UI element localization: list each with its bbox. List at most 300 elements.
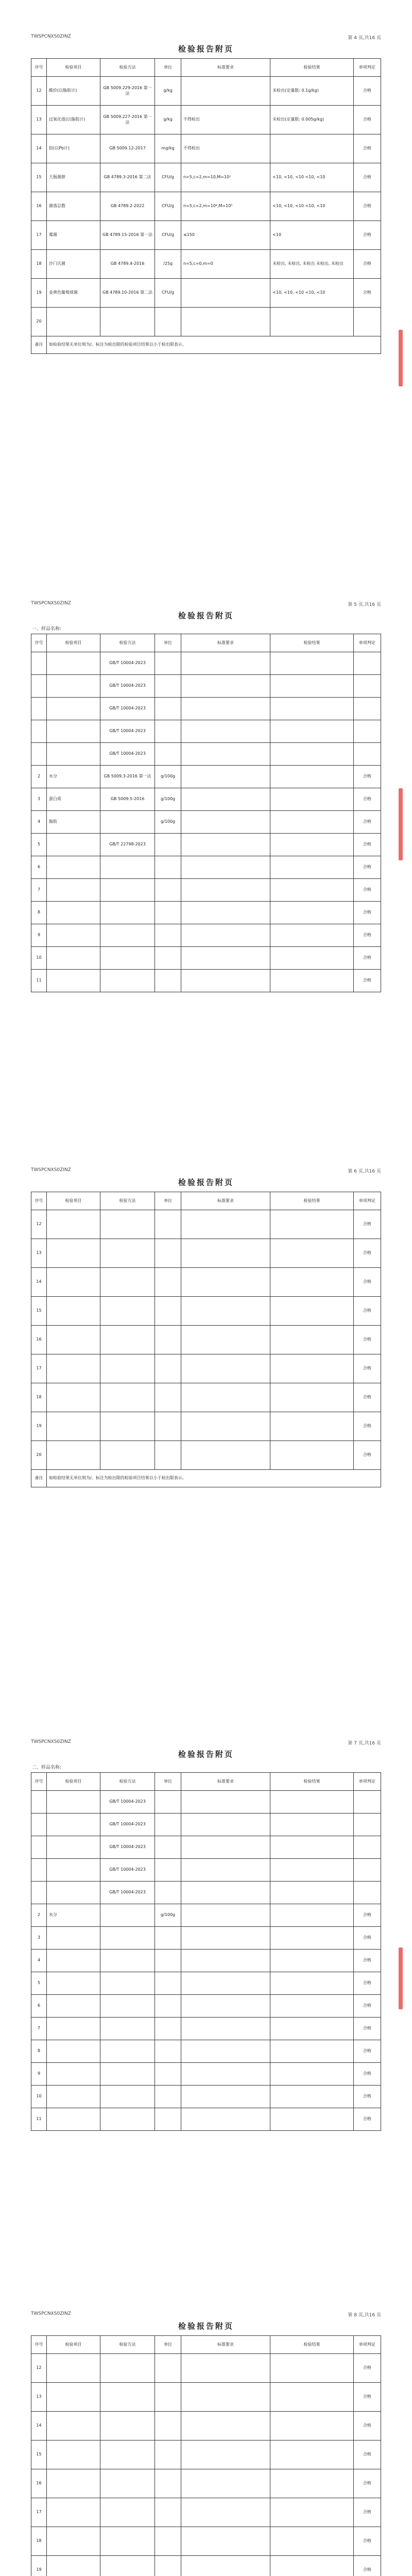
cell-item: 水分 [47,1904,100,1927]
cell-result: 未检出(定量限: 0.1g/kg) [270,77,354,106]
column-header: 单位 [155,634,181,652]
cell-unit [155,1297,181,1326]
page-header [31,2308,381,2319]
cell-unit [155,720,181,743]
cell-result [270,1950,354,1972]
cell-seq: 15 [31,2441,47,2469]
cell-unit [155,2441,181,2469]
column-header: 检验项目 [47,1192,100,1210]
cell-seq: 7 [31,2018,47,2040]
page-number: 第 6 页,共16 页 [348,1169,381,1174]
table-row [31,2441,381,2469]
cell-method: GB/T 10004-2023 [100,675,154,698]
cell-item [47,2354,100,2383]
cell-seq [31,652,47,675]
table-row [31,192,381,221]
cell-item [47,2018,100,2040]
cell-item [47,2498,100,2527]
cell-result [270,766,354,788]
cell-result [270,1354,354,1383]
cell-std [181,2040,270,2063]
cell-judge: 合格 [353,856,381,879]
cell-seq: 11 [31,970,47,992]
cell-method [100,1441,154,1470]
cell-std: n=5,c=0,m=0 [181,250,270,279]
cell-judge: 合格 [353,1441,381,1470]
cell-seq: 12 [31,77,47,106]
cell-std [181,698,270,720]
table-row [31,2412,381,2441]
cell-seq: 19 [31,279,47,308]
cell-method: GB/T 10004-2023 [100,720,154,743]
cell-judge: 合格 [353,2469,381,2498]
cell-seq: 20 [31,1441,47,1470]
cell-item: 金黄色葡萄球菌 [47,279,100,308]
cell-item [47,1268,100,1297]
cell-unit [155,2063,181,2086]
cell-seq: 12 [31,1210,47,1239]
cell-std [181,1791,270,1814]
cell-seq [31,1882,47,1904]
cell-judge: 合格 [353,2354,381,2383]
cell-seq: 13 [31,1239,47,1268]
cell-std [181,811,270,834]
table-row [31,1383,381,1412]
cell-std [181,2441,270,2469]
table-header-row [31,59,381,77]
cell-std [181,788,270,811]
cell-unit [155,970,181,992]
column-header: 检验项目 [47,2336,100,2354]
cell-std [181,1326,270,1354]
table-header-row [31,1192,381,1210]
cell-result [270,2040,354,2063]
cell-method [100,1927,154,1950]
page-title: 检验报告附页 [178,1750,234,1759]
report-code: TWSPCNXS0ZINZ [31,2311,71,2316]
column-header: 检验方法 [100,1192,154,1210]
notes-text: 如检验结果无单位则为/。标注为检出限的检验项目结果以小于检出限表示。 [47,1470,381,1487]
notes-label: 备注 [31,336,47,354]
cell-judge: 合格 [353,279,381,308]
table-row [31,1441,381,1470]
cell-result [270,2498,354,2527]
cell-item: 霉菌 [47,221,100,250]
cell-seq: 17 [31,221,47,250]
cell-judge: 合格 [353,2527,381,2556]
cell-unit: CFU/g [155,221,181,250]
page-number: 第 5 页,共16 页 [348,602,381,607]
cell-unit [155,879,181,902]
cell-unit [155,902,181,924]
table-row [31,1412,381,1441]
cell-seq: 18 [31,1383,47,1412]
cell-result [270,924,354,947]
cell-judge: 合格 [353,788,381,811]
cell-item [47,675,100,698]
cell-method [100,1950,154,1972]
cell-method [100,2063,154,2086]
cell-result [270,1814,354,1836]
cell-judge: 合格 [353,250,381,279]
table-row [31,675,381,698]
cell-item [47,1412,100,1441]
column-header: 检验结果 [270,634,354,652]
cell-seq [31,720,47,743]
column-header: 序号 [31,1773,47,1791]
cell-seq: 2 [31,766,47,788]
cell-item: 酸价(以脂肪计) [47,77,100,106]
cell-item [47,2469,100,2498]
cell-judge: 合格 [353,1326,381,1354]
cell-seq: 13 [31,2383,47,2412]
cell-std: n=5,c=2,m=10⁴,M=10⁵ [181,192,270,221]
results-table [31,58,381,354]
cell-std [181,970,270,992]
cell-seq: 3 [31,1927,47,1950]
cell-item [47,970,100,992]
cell-method: GB/T 10004-2023 [100,1814,154,1836]
cell-item [47,308,100,336]
column-header: 标准要求 [181,59,270,77]
cell-unit [155,2040,181,2063]
cell-seq: 6 [31,1995,47,2018]
cell-item [47,698,100,720]
column-header: 检验结果 [270,2336,354,2354]
cell-item [47,1210,100,1239]
cell-method [100,2108,154,2131]
table-row [31,720,381,743]
cell-item: 沙门氏菌 [47,250,100,279]
cell-method: GB/T 10004-2023 [100,1791,154,1814]
cell-seq [31,1859,47,1882]
cell-std [181,2383,270,2412]
cell-unit [155,834,181,856]
cell-method: GB 5009.227-2016 第一法 [100,106,154,134]
cell-result [270,720,354,743]
cell-result [270,879,354,902]
cell-unit: g/100g [155,811,181,834]
cell-unit: mg/kg [155,134,181,163]
table-row [31,2498,381,2527]
report-page-3 [31,1164,381,1487]
table-row [31,1995,381,2018]
cell-item [47,2383,100,2412]
cell-method: GB/T 10004-2023 [100,1836,154,1859]
cell-seq: 8 [31,902,47,924]
cell-seq: 19 [31,1412,47,1441]
cell-unit: /25g [155,250,181,279]
cell-std [181,1836,270,1859]
cell-unit [155,856,181,879]
cell-method [100,947,154,970]
cell-result [270,134,354,163]
cell-judge: 合格 [353,163,381,192]
cell-seq: 18 [31,250,47,279]
table-row [31,308,381,336]
cell-seq: 2 [31,1904,47,1927]
column-header: 单位 [155,1192,181,1210]
cell-item [47,2063,100,2086]
cell-unit [155,947,181,970]
cell-item [47,743,100,766]
cell-item [47,1354,100,1383]
table-row [31,1297,381,1326]
table-header-row [31,634,381,652]
table-row [31,970,381,992]
column-header: 检验项目 [47,1773,100,1791]
cell-judge: 合格 [353,1927,381,1950]
cell-method [100,1383,154,1412]
table-row [31,811,381,834]
cell-std [181,2086,270,2108]
cell-unit [155,2412,181,2441]
cell-judge [353,1859,381,1882]
cell-result [270,743,354,766]
cell-result [270,1882,354,1904]
cell-item [47,2086,100,2108]
table-row [31,1859,381,1882]
cell-item [47,1927,100,1950]
cell-std [181,77,270,106]
cell-seq: 14 [31,1268,47,1297]
cell-std: 不得检出 [181,134,270,163]
cell-item [47,1441,100,1470]
report-code: TWSPCNXS0ZINZ [31,34,71,39]
cell-seq: 16 [31,1326,47,1354]
column-header: 检验方法 [100,2336,154,2354]
cell-method: GB/T 10004-2023 [100,698,154,720]
cell-method: GB/T 10004-2023 [100,1859,154,1882]
cell-method [100,1972,154,1995]
cell-method [100,2086,154,2108]
page-number: 第 4 页,共16 页 [348,36,381,41]
cell-unit [155,1354,181,1383]
cell-result [270,947,354,970]
column-header: 检验方法 [100,59,154,77]
cell-result [270,1210,354,1239]
cell-result [270,1836,354,1859]
cell-result [270,2469,354,2498]
cell-std [181,1268,270,1297]
cell-judge [353,1814,381,1836]
cell-item [47,1859,100,1882]
cell-result [270,2018,354,2040]
cell-unit [155,2018,181,2040]
table-row [31,1904,381,1927]
cell-item [47,2108,100,2131]
table-row [31,134,381,163]
cell-unit [155,652,181,675]
cell-item [47,2412,100,2441]
cell-method [100,2469,154,2498]
cell-std [181,1814,270,1836]
cell-method [100,2441,154,2469]
cell-method [100,2354,154,2383]
cell-judge: 合格 [353,77,381,106]
column-header: 单位 [155,1773,181,1791]
cell-unit [155,2469,181,2498]
column-header: 标准要求 [181,2336,270,2354]
cell-std [181,1239,270,1268]
cell-item [47,834,100,856]
cell-std: ≤150 [181,221,270,250]
column-header: 检验结果 [270,59,354,77]
cell-unit [155,924,181,947]
cell-std [181,1412,270,1441]
cell-std [181,1297,270,1326]
cell-item [47,924,100,947]
cell-method [100,856,154,879]
cell-unit [155,2108,181,2131]
cell-std [181,2354,270,2383]
cell-judge: 合格 [353,2040,381,2063]
cell-result [270,2063,354,2086]
cell-seq [31,743,47,766]
cell-method [100,2383,154,2412]
column-header: 单位 [155,2336,181,2354]
cell-unit: g/100g [155,766,181,788]
cell-item [47,2556,100,2576]
table-row [31,1268,381,1297]
cell-item [47,2040,100,2063]
cell-seq: 14 [31,2412,47,2441]
results-table [31,1192,381,1487]
cell-result [270,788,354,811]
cell-method [100,1995,154,2018]
cell-item [47,856,100,879]
cell-std [181,675,270,698]
cell-result: 未检出(定量限: 0.005g/kg) [270,106,354,134]
page-header [31,598,381,609]
notes-label: 备注 [31,1470,47,1487]
cell-method [100,2527,154,2556]
notes-row [31,1470,381,1487]
cell-result [270,1904,354,1927]
cell-item [47,2527,100,2556]
cell-seq: 17 [31,1354,47,1383]
cell-method [100,2412,154,2441]
cell-method [100,902,154,924]
seal-stamp-edge [399,788,403,860]
cell-judge: 合格 [353,1297,381,1326]
table-row [31,1791,381,1814]
report-page-5 [31,2308,381,2576]
cell-std [181,879,270,902]
cell-item: 过氧化值(以脂肪计) [47,106,100,134]
cell-seq: 6 [31,856,47,879]
cell-seq: 7 [31,879,47,902]
cell-unit [155,1836,181,1859]
cell-item [47,2441,100,2469]
cell-item: 菌落总数 [47,192,100,221]
cell-std [181,720,270,743]
cell-seq: 19 [31,2556,47,2576]
cell-seq: 9 [31,924,47,947]
cell-std [181,2063,270,2086]
cell-item [47,1297,100,1326]
cell-unit [155,2086,181,2108]
cell-std [181,1995,270,2018]
table-row [31,1354,381,1383]
cell-std [181,1210,270,1239]
cell-unit [155,1239,181,1268]
cell-method: GB 4789.4-2016 [100,250,154,279]
cell-method [100,1354,154,1383]
table-row [31,221,381,250]
cell-seq: 11 [31,2108,47,2131]
table-row [31,250,381,279]
table-row [31,698,381,720]
cell-unit [155,2383,181,2412]
cell-item [47,1995,100,2018]
section-label: 二、样品名称: [32,1765,62,1770]
cell-seq: 15 [31,163,47,192]
cell-judge: 合格 [353,134,381,163]
cell-unit [155,1859,181,1882]
cell-item [47,1882,100,1904]
cell-std [181,1882,270,1904]
table-row [31,924,381,947]
cell-method [100,1297,154,1326]
cell-judge [353,720,381,743]
cell-unit [155,743,181,766]
table-row [31,879,381,902]
cell-judge [353,308,381,336]
cell-std [181,652,270,675]
cell-std [181,1904,270,1927]
table-row [31,947,381,970]
cell-result [270,698,354,720]
cell-method: GB 5009.229-2016 第一法 [100,77,154,106]
cell-unit [155,698,181,720]
cell-unit [155,1995,181,2018]
cell-seq: 17 [31,2498,47,2527]
cell-judge: 合格 [353,1904,381,1927]
report-page-1 [31,31,381,354]
cell-method [100,2556,154,2576]
cell-result [270,2354,354,2383]
cell-std [181,743,270,766]
cell-method: GB 5009.5-2016 [100,788,154,811]
cell-seq: 18 [31,2527,47,2556]
cell-std [181,308,270,336]
page-number: 第 8 页,共16 页 [348,2313,381,2318]
cell-judge: 合格 [353,1210,381,1239]
page-title: 检验报告附页 [178,1178,234,1187]
cell-seq [31,675,47,698]
column-header: 序号 [31,59,47,77]
cell-judge [353,652,381,675]
cell-judge: 合格 [353,811,381,834]
cell-seq: 12 [31,2354,47,2383]
cell-result [270,1441,354,1470]
column-header: 检验结果 [270,1773,354,1791]
table-row [31,2086,381,2108]
cell-result [270,2383,354,2412]
cell-seq [31,1791,47,1814]
cell-unit: g/kg [155,106,181,134]
seal-stamp-edge [399,330,403,386]
table-row [31,1927,381,1950]
cell-judge [353,1882,381,1904]
cell-unit [155,2527,181,2556]
cell-result [270,1995,354,2018]
table-row [31,279,381,308]
cell-std [181,834,270,856]
notes-row [31,336,381,354]
cell-unit [155,1972,181,1995]
